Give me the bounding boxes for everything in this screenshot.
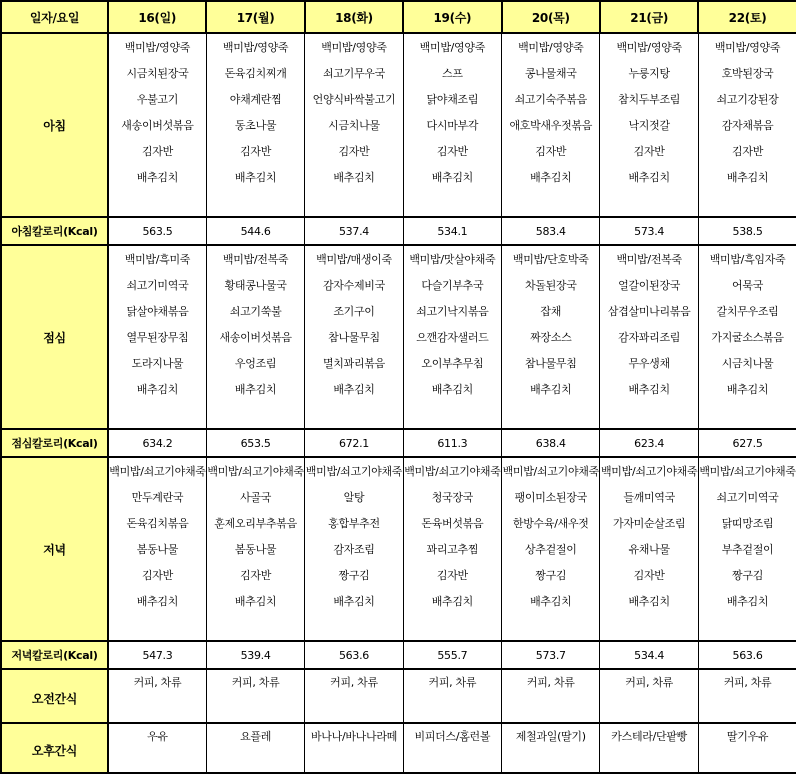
dinner-menu-row xyxy=(1,614,796,641)
dinner-menu-row xyxy=(1,536,796,562)
calorie-value: 537.4 xyxy=(305,217,403,245)
calorie-value: 672.1 xyxy=(305,429,403,457)
dinner-calorie-row xyxy=(1,641,796,669)
menu-cell: 들깨미역국 xyxy=(600,484,698,510)
menu-cell: 배추김치 xyxy=(403,588,501,614)
afternoon_snack-label: 오후간식 xyxy=(1,723,108,773)
menu-cell: 김자반 xyxy=(108,138,206,164)
lunch-menu-row xyxy=(1,376,796,402)
menu-cell xyxy=(698,402,796,429)
menu-cell: 백미밥/영양죽 xyxy=(502,33,600,60)
menu-cell: 백미밥/매생이죽 xyxy=(305,245,403,272)
morning_snack-label: 오전간식 xyxy=(1,669,108,723)
menu-cell: 배추김치 xyxy=(108,588,206,614)
snack-cell: 커피, 차류 xyxy=(206,669,304,723)
menu-cell: 백미밥/쇠고기야채죽 xyxy=(305,457,403,484)
menu-cell: 김자반 xyxy=(206,562,304,588)
menu-cell: 오이부추무침 xyxy=(403,350,501,376)
menu-cell: 시금치된장국 xyxy=(108,60,206,86)
menu-cell: 백미밥/영양죽 xyxy=(403,33,501,60)
day-header: 19(수) xyxy=(403,1,501,33)
calorie-value: 573.4 xyxy=(600,217,698,245)
menu-cell: 김자반 xyxy=(403,562,501,588)
lunch-menu-row xyxy=(1,245,796,272)
snack-cell: 딸기우유 xyxy=(698,723,796,773)
menu-cell: 닭띠망조림 xyxy=(698,510,796,536)
menu-cell: 배추김치 xyxy=(108,164,206,190)
menu-cell: 배추김치 xyxy=(108,376,206,402)
calorie-value: 573.7 xyxy=(502,641,600,669)
menu-cell xyxy=(108,190,206,217)
menu-cell: 누룽지탕 xyxy=(600,60,698,86)
day-header: 16(일) xyxy=(108,1,206,33)
menu-cell: 차돌된장국 xyxy=(502,272,600,298)
breakfast-menu-row xyxy=(1,112,796,138)
menu-cell xyxy=(698,190,796,217)
menu-cell: 짜장소스 xyxy=(502,324,600,350)
menu-cell: 갈치무우조림 xyxy=(698,298,796,324)
menu-cell: 백미밥/쇠고기야채죽 xyxy=(108,457,206,484)
menu-cell: 참나물무침 xyxy=(305,324,403,350)
lunch-menu-row xyxy=(1,272,796,298)
calorie-value: 539.4 xyxy=(206,641,304,669)
menu-cell: 시금치나물 xyxy=(698,350,796,376)
menu-cell: 백미밥/쇠고기야채죽 xyxy=(600,457,698,484)
breakfast-menu-row xyxy=(1,190,796,217)
menu-cell: 쇠고기무우국 xyxy=(305,60,403,86)
calorie-value: 563.6 xyxy=(305,641,403,669)
menu-cell: 으깬감자샐러드 xyxy=(403,324,501,350)
menu-cell: 돈육김치찌개 xyxy=(206,60,304,86)
menu-cell xyxy=(108,402,206,429)
menu-cell: 애호박새우젓볶음 xyxy=(502,112,600,138)
menu-cell: 다슬기부추국 xyxy=(403,272,501,298)
calorie-value: 583.4 xyxy=(502,217,600,245)
lunch-section-label: 점심 xyxy=(1,245,108,429)
menu-cell xyxy=(502,402,600,429)
day-header: 18(화) xyxy=(305,1,403,33)
breakfast-menu-row xyxy=(1,86,796,112)
snack-cell: 카스테라/단팥빵 xyxy=(600,723,698,773)
menu-cell: 쇠고기미역국 xyxy=(698,484,796,510)
menu-cell: 참치두부조림 xyxy=(600,86,698,112)
menu-cell: 봄동나물 xyxy=(206,536,304,562)
day-header: 22(토) xyxy=(698,1,796,33)
menu-cell: 배추김치 xyxy=(206,588,304,614)
calorie-value: 534.1 xyxy=(403,217,501,245)
menu-cell: 스프 xyxy=(403,60,501,86)
menu-cell: 삼겹살미나리볶음 xyxy=(600,298,698,324)
snack-cell: 커피, 차류 xyxy=(305,669,403,723)
menu-cell xyxy=(108,614,206,641)
calorie-value: 555.7 xyxy=(403,641,501,669)
lunch-menu-row xyxy=(1,324,796,350)
menu-cell: 유채나물 xyxy=(600,536,698,562)
menu-cell: 백미밥/쇠고기야채죽 xyxy=(502,457,600,484)
menu-cell: 다시마부각 xyxy=(403,112,501,138)
menu-cell: 잡채 xyxy=(502,298,600,324)
menu-cell xyxy=(206,402,304,429)
breakfast-calorie-label: 아침칼로리(Kcal) xyxy=(1,217,108,245)
menu-cell: 언양식바싹불고기 xyxy=(305,86,403,112)
menu-cell: 쇠고기낙지볶음 xyxy=(403,298,501,324)
menu-cell: 김자반 xyxy=(698,138,796,164)
calorie-value: 547.3 xyxy=(108,641,206,669)
calorie-value: 538.5 xyxy=(698,217,796,245)
breakfast-menu-row xyxy=(1,164,796,190)
breakfast-section-label: 아침 xyxy=(1,33,108,217)
meal-table-body xyxy=(1,33,796,773)
menu-cell: 쇠고기쑥불 xyxy=(206,298,304,324)
menu-cell: 가자미순살조림 xyxy=(600,510,698,536)
calorie-value: 623.4 xyxy=(600,429,698,457)
lunch-menu-row xyxy=(1,350,796,376)
menu-cell: 우엉조림 xyxy=(206,350,304,376)
menu-cell xyxy=(403,614,501,641)
menu-cell: 훈제오리부추볶음 xyxy=(206,510,304,536)
menu-cell: 김자반 xyxy=(305,138,403,164)
menu-cell: 백미밥/쇠고기야채죽 xyxy=(206,457,304,484)
menu-cell xyxy=(600,402,698,429)
menu-cell: 배추김치 xyxy=(403,164,501,190)
menu-cell: 알탕 xyxy=(305,484,403,510)
menu-cell: 배추김치 xyxy=(502,376,600,402)
menu-cell xyxy=(502,190,600,217)
calorie-value: 563.5 xyxy=(108,217,206,245)
dinner-menu-row xyxy=(1,588,796,614)
menu-cell: 한방수육/새우젓 xyxy=(502,510,600,536)
menu-cell xyxy=(305,402,403,429)
calorie-value: 611.3 xyxy=(403,429,501,457)
menu-cell xyxy=(206,190,304,217)
menu-cell: 가지굴소스볶음 xyxy=(698,324,796,350)
snack-cell: 커피, 차류 xyxy=(502,669,600,723)
menu-cell: 백미밥/쇠고기야채죽 xyxy=(698,457,796,484)
menu-cell: 백미밥/맛살야채죽 xyxy=(403,245,501,272)
snack-cell: 커피, 차류 xyxy=(108,669,206,723)
dinner-menu-row xyxy=(1,562,796,588)
menu-cell: 백미밥/영양죽 xyxy=(206,33,304,60)
menu-cell: 김자반 xyxy=(502,138,600,164)
menu-cell xyxy=(206,614,304,641)
menu-cell: 배추김치 xyxy=(206,376,304,402)
menu-cell: 백미밥/전복죽 xyxy=(206,245,304,272)
menu-cell: 만두계란국 xyxy=(108,484,206,510)
menu-cell: 도라지나물 xyxy=(108,350,206,376)
menu-cell xyxy=(600,614,698,641)
snack-cell: 커피, 차류 xyxy=(600,669,698,723)
menu-cell: 배추김치 xyxy=(698,588,796,614)
day-header: 21(금) xyxy=(600,1,698,33)
menu-cell: 배추김치 xyxy=(600,376,698,402)
menu-cell: 백미밥/단호박죽 xyxy=(502,245,600,272)
menu-cell: 조기구이 xyxy=(305,298,403,324)
menu-cell xyxy=(305,614,403,641)
menu-cell: 낙지젓갈 xyxy=(600,112,698,138)
dinner-menu-row xyxy=(1,457,796,484)
menu-cell: 닭야채조림 xyxy=(403,86,501,112)
date-day-header: 일자/요일 xyxy=(1,1,108,33)
menu-cell: 김자반 xyxy=(108,562,206,588)
menu-cell: 김자반 xyxy=(403,138,501,164)
snack-cell: 우유 xyxy=(108,723,206,773)
menu-cell: 사골국 xyxy=(206,484,304,510)
calorie-value: 534.4 xyxy=(600,641,698,669)
menu-cell xyxy=(502,614,600,641)
snack-cell: 커피, 차류 xyxy=(698,669,796,723)
snack-cell: 제철과일(딸기) xyxy=(502,723,600,773)
menu-cell: 배추김치 xyxy=(502,588,600,614)
menu-cell: 부추겉절이 xyxy=(698,536,796,562)
calorie-value: 544.6 xyxy=(206,217,304,245)
menu-cell: 야채계란찜 xyxy=(206,86,304,112)
menu-cell: 콩나물채국 xyxy=(502,60,600,86)
menu-cell: 참나물무침 xyxy=(502,350,600,376)
menu-cell: 백미밥/영양죽 xyxy=(698,33,796,60)
menu-cell: 배추김치 xyxy=(502,164,600,190)
menu-cell xyxy=(305,190,403,217)
snack-cell: 요플레 xyxy=(206,723,304,773)
snack-cell: 비피더스/홈런볼 xyxy=(403,723,501,773)
dinner-menu-row xyxy=(1,510,796,536)
dinner-menu-row xyxy=(1,484,796,510)
menu-cell: 감자채볶음 xyxy=(698,112,796,138)
menu-cell: 청국장국 xyxy=(403,484,501,510)
menu-cell: 상추겉절이 xyxy=(502,536,600,562)
menu-cell: 감자수제비국 xyxy=(305,272,403,298)
breakfast-calorie-row xyxy=(1,217,796,245)
menu-cell: 배추김치 xyxy=(600,164,698,190)
breakfast-menu-row xyxy=(1,33,796,60)
menu-cell: 짱구김 xyxy=(698,562,796,588)
menu-cell: 황태콩나물국 xyxy=(206,272,304,298)
day-header: 17(월) xyxy=(206,1,304,33)
calorie-value: 653.5 xyxy=(206,429,304,457)
menu-cell: 배추김치 xyxy=(206,164,304,190)
menu-cell: 돈육버섯볶음 xyxy=(403,510,501,536)
menu-cell: 새송이버섯볶음 xyxy=(206,324,304,350)
lunch-menu-row xyxy=(1,298,796,324)
lunch-calorie-label: 점심칼로리(Kcal) xyxy=(1,429,108,457)
menu-cell xyxy=(698,614,796,641)
menu-cell xyxy=(600,190,698,217)
menu-cell: 열무된장무침 xyxy=(108,324,206,350)
menu-cell: 닭살야채볶음 xyxy=(108,298,206,324)
menu-cell: 무우생채 xyxy=(600,350,698,376)
menu-cell: 감자꽈리조림 xyxy=(600,324,698,350)
menu-cell: 배추김치 xyxy=(305,376,403,402)
menu-cell: 백미밥/전복죽 xyxy=(600,245,698,272)
menu-cell: 배추김치 xyxy=(600,588,698,614)
menu-cell: 어묵국 xyxy=(698,272,796,298)
menu-cell: 새송이버섯볶음 xyxy=(108,112,206,138)
dinner-calorie-label: 저녁칼로리(Kcal) xyxy=(1,641,108,669)
calorie-value: 627.5 xyxy=(698,429,796,457)
menu-cell: 짱구김 xyxy=(305,562,403,588)
menu-cell: 백미밥/흑임자죽 xyxy=(698,245,796,272)
menu-cell: 쇠고기미역국 xyxy=(108,272,206,298)
menu-cell: 김자반 xyxy=(600,562,698,588)
menu-cell: 시금치나물 xyxy=(305,112,403,138)
snack-cell: 커피, 차류 xyxy=(403,669,501,723)
menu-cell: 우불고기 xyxy=(108,86,206,112)
breakfast-menu-row xyxy=(1,138,796,164)
afternoon_snack-row xyxy=(1,723,796,773)
lunch-calorie-row xyxy=(1,429,796,457)
menu-cell: 김자반 xyxy=(600,138,698,164)
calorie-value: 638.4 xyxy=(502,429,600,457)
breakfast-menu-row xyxy=(1,60,796,86)
menu-cell: 쇠고기숙주볶음 xyxy=(502,86,600,112)
menu-cell: 배추김치 xyxy=(305,164,403,190)
dinner-section-label: 저녁 xyxy=(1,457,108,641)
snack-cell: 바나나/바나나라떼 xyxy=(305,723,403,773)
menu-cell: 백미밥/영양죽 xyxy=(305,33,403,60)
morning_snack-row xyxy=(1,669,796,723)
day-header: 20(목) xyxy=(502,1,600,33)
calorie-value: 634.2 xyxy=(108,429,206,457)
menu-cell xyxy=(403,190,501,217)
menu-cell: 백미밥/영양죽 xyxy=(108,33,206,60)
menu-cell: 배추김치 xyxy=(698,164,796,190)
menu-cell: 백미밥/영양죽 xyxy=(600,33,698,60)
menu-cell: 돈육김치볶음 xyxy=(108,510,206,536)
menu-cell: 배추김치 xyxy=(698,376,796,402)
menu-cell: 동초나물 xyxy=(206,112,304,138)
menu-cell: 김자반 xyxy=(206,138,304,164)
menu-cell: 감자조림 xyxy=(305,536,403,562)
menu-cell: 호박된장국 xyxy=(698,60,796,86)
menu-cell: 멸치꽈리볶음 xyxy=(305,350,403,376)
menu-cell: 짱구김 xyxy=(502,562,600,588)
menu-cell: 팽이미소된장국 xyxy=(502,484,600,510)
header-row xyxy=(1,1,796,33)
menu-cell: 백미밥/쇠고기야채죽 xyxy=(403,457,501,484)
menu-cell: 봄동나물 xyxy=(108,536,206,562)
calorie-value: 563.6 xyxy=(698,641,796,669)
menu-cell: 배추김치 xyxy=(403,376,501,402)
menu-cell: 얼갈이된장국 xyxy=(600,272,698,298)
lunch-menu-row xyxy=(1,402,796,429)
menu-cell: 쇠고기강된장 xyxy=(698,86,796,112)
menu-cell: 배추김치 xyxy=(305,588,403,614)
menu-cell: 꽈리고추찜 xyxy=(403,536,501,562)
menu-cell: 백미밥/흑미죽 xyxy=(108,245,206,272)
menu-cell: 홍합부추전 xyxy=(305,510,403,536)
menu-cell xyxy=(403,402,501,429)
